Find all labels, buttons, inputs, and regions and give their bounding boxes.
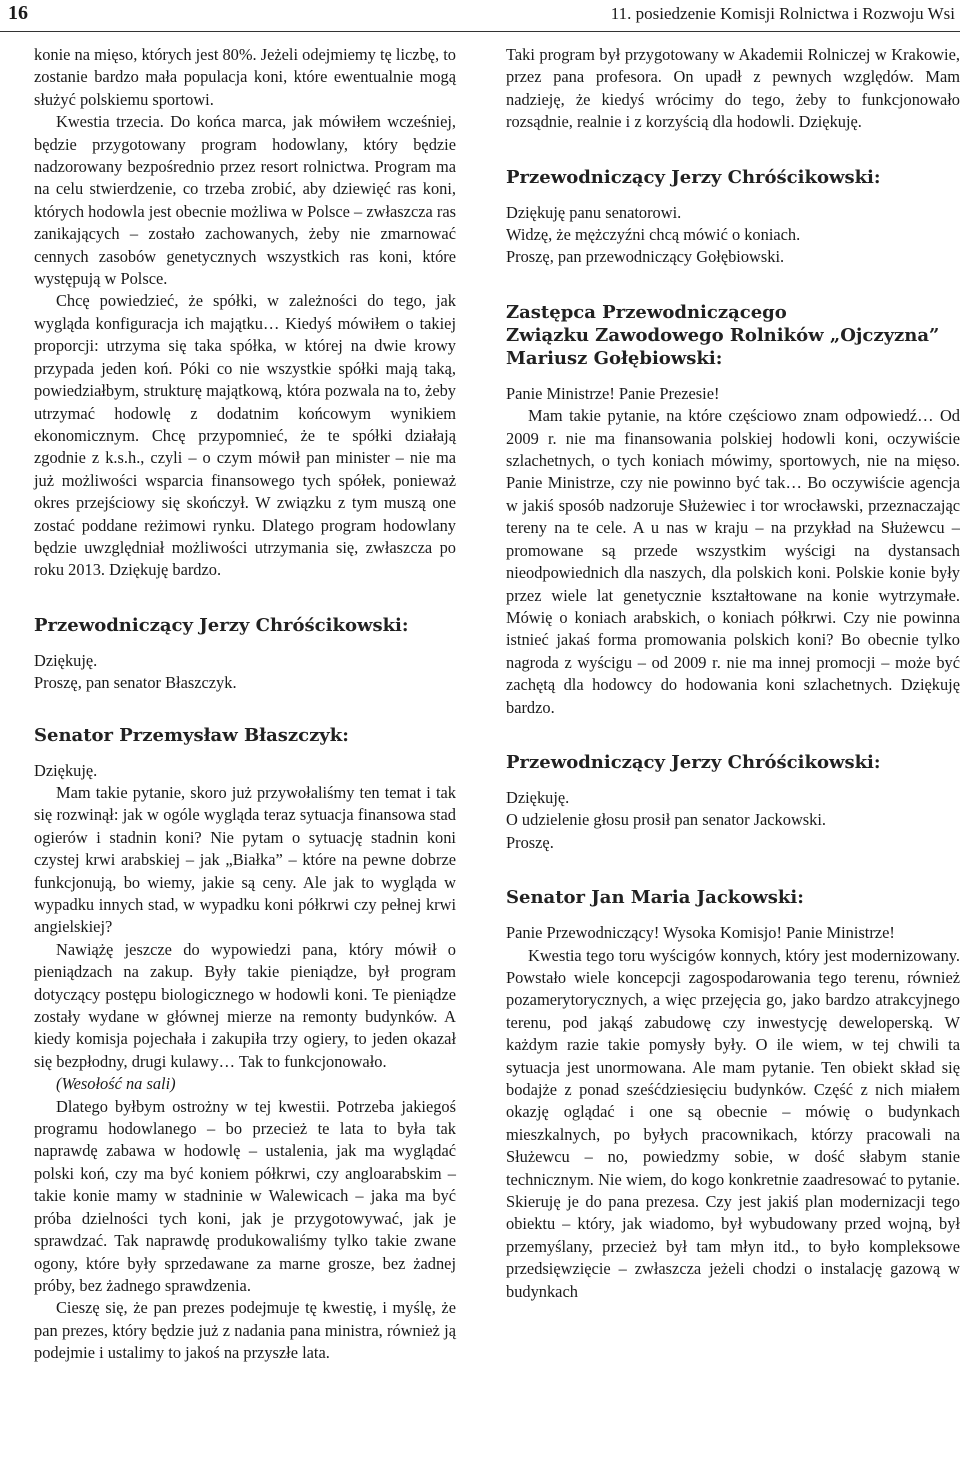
paragraph: Widzę, że mężczyźni chcą mówić o koniach. xyxy=(506,225,801,245)
paragraph: Dziękuję. xyxy=(34,760,98,780)
paragraph: Nawiążę jeszcze do wypowiedzi pana, który mówił o pieniądzach na zakup. Były takie pieniądze, był program dotyczący postępu biologicznego w hodowli koni. Te pieniądze zostały wydane w głównej mierze na remonty budynków. A kiedy komisja pojechała i zakupiła trzy ogiery, to jeden okazał się bezpłodny, drugi kulawy… Tak to funkcjonowało. xyxy=(34,939,456,1071)
paragraph: Kwestia trzecia. Do końca marca, jak mówiłem wcześniej, będzie przygotowany program hodowlany, który będzie nadzorowany bezpośrednio przez resort rolnictwa. Program ma na celu stwierdzenie, co trzeba zrobić, aby dziewięć ras koni, których hodowla jest obecnie możliwa w Polsce – zwłaszcza ras zanikających – zostało zachowanych, żeby nie zmarnować cennych zasobów genetycznych wszystkich ras koni, które występują w Polsce. xyxy=(34,112,456,289)
paragraph: Chcę powiedzieć, że spółki, w zależności do tego, jak wygląda konfiguracja ich majątku… Kiedyś mówiłem o takiej proporcji: utrzyma się taka spółka, w której na dwie krowy przypada jeden koń. Póki co nie wszystkie spółki mają taką, powiedziałbym, strukturę majątkową, która pozwala na to, żeby utrzymać hodowlę z dodatnim końcowym wynikiem ekonomicznym. Chcę przypomnieć, że te spółki działają zgodnie z k.s.h., czyli – o czym mówił pan minister – nie ma już możliwości wsparcia finansowego tych spółek, ponieważ okres przejściowy się skończył. W związku z tym muszą one zostać poddane reżimowi rynku. Dlatego program hodowlany będzie uwzględniał możliwości utrzymania się, zwłaszcza po roku 2013. Dziękuję bardzo. xyxy=(34,291,456,580)
paragraph: Panie Przewodniczący! Wysoka Komisjo! Panie Ministrze! xyxy=(506,923,895,943)
speaker-heading xyxy=(506,301,960,370)
speaker-heading-line: Mariusz Gołębiowski: xyxy=(506,347,723,369)
left-column xyxy=(34,44,456,1365)
speaker-heading-line: Zastępca Przewodniczącego xyxy=(506,301,787,323)
paragraph: Proszę, pan senator Błaszczyk. xyxy=(34,673,237,693)
speaker-heading: Przewodniczący Jerzy Chróścikowski: xyxy=(34,614,409,636)
paragraph: Proszę, pan przewodniczący Gołębiowski. xyxy=(506,247,785,267)
page-number: 16 xyxy=(8,2,28,24)
paragraph: Kwestia tego toru wyścigów konnych, który jest modernizowany. Powstało wiele koncepcji zagospodarowania tego terenu, również pozamerytorycznych, a więc przejęcia go, jako bardzo atrakcyjnego terenu, pod jakąś zabudowę czy inwestycję deweloperską. W każdym razie takie pomysły były. O ile wiem, w tej chwili ta sytuacja jest unormowana. Ale mam pytanie. Ten obiekt skład się bodajże z ponad sześćdziesięciu budynków. Część z nich miałem okazję oglądać i one są obecnie – mówię o budynkach mieszkalnych, po byłych pracownikach, którzy pracowali na Służewcu – no, powiedzmy sobie, w dość słabym stanie technicznym. Nie wiem, do kogo konkretnie zaadresować to pytanie. Skieruję je do pana prezesa. Czy jest jakiś plan modernizacji tego obiektu – który, jak wiadomo, był wybudowany przed wojną, był przemyślany, przecież był tam młyn itd., to było kompleksowe przedsięwzięcie – zwłaszcza jeżeli chodzi o instalację gazową w budynkach xyxy=(506,945,960,1301)
speaker-heading: Senator Przemysław Błaszczyk: xyxy=(34,724,349,746)
speaker-heading: Przewodniczący Jerzy Chróścikowski: xyxy=(506,166,881,188)
paragraph: Cieszę się, że pan prezes podejmuje tę kwestię, i myślę, że pan prezes, który będzie już z nadania pana ministra, również ją podejmie i ustalimy to jakoś na przyszłe lata. xyxy=(34,1298,456,1363)
paragraph: Dziękuję. xyxy=(506,787,570,807)
page-header xyxy=(0,0,960,32)
right-column xyxy=(506,44,960,1303)
running-title: 11. posiedzenie Komisji Rolnictwa i Rozwoju Wsi xyxy=(610,4,955,23)
speaker-heading: Przewodniczący Jerzy Chróścikowski: xyxy=(506,751,881,773)
paragraph: Proszę. xyxy=(506,832,554,852)
paragraph: Dlatego byłbym ostrożny w tej kwestii. Potrzeba jakiegoś programu hodowlanego – bo przecież te lata to była tak naprawdę zabawa w hodowlę – ustalenia, jak ma wyglądać polski koń, czy ma być koniem półkrwi, czy angloarabskim – takie konie mamy w stadninie w Walewicach – jaka ma być próba dzielności tych koni, jak je przygotowywać, jak je sprawdzać. Tak naprawdę produkowaliśmy tylko takie zwane ogony, które były sprzedawane za marne grosze, bez żadnej próby, bez żadnego sprawdzenia. xyxy=(34,1096,456,1295)
paragraph: Mam takie pytanie, na które częściowo znam odpowiedź… Od 2009 r. nie ma finansowania polskiej hodowli koni, oczywiście szlachetnych, o tych koniach mówimy, sportowych, nie na mięso. Panie Ministrze, czy nie powinno być tak… Bo oczywiście agencja w jakiś sposób nadzoruje Służewiec i tor wrocławski, przeznaczając tereny na te cele. A u nas w kraju – na przykład na Służewcu – promowane są przede wszystkim wyścigi na dystansach nieodpowiednich dla naszych, dla polskich koni. Polskie konie były przez wiele lat genetycznie kształtowane na konie wytrzymałe. Mówię o koniach arabskich, o koniach półkrwi. Czy nie powinna istnieć jakaś forma promowania polskich koni? Bo obecnie tylko nagroda z wyścigu – od 2009 r. nie ma innej promocji – może być zachętą dla hodowcy do hodowania koni szlachetnych. Dziękuję bardzo. xyxy=(506,406,960,717)
speaker-heading-line: Związku Zawodowego Rolników „Ojczyzna” xyxy=(506,324,940,346)
paragraph: Taki program był przygotowany w Akademii Rolniczej w Krakowie, przez pana profesora. On upadł z pewnych względów. Mam nadzieję, że kiedyś wrócimy do tego, żeby to funkcjonowało rozsądnie, realnie i z korzyścią dla hodowli. Dziękuję. xyxy=(506,45,960,132)
paragraph: Dziękuję panu senatorowi. xyxy=(506,202,682,222)
paragraph: Dziękuję. xyxy=(34,650,98,670)
paragraph: konie na mięso, których jest 80%. Jeżeli odejmiemy tę liczbę, to zostanie bardzo mała populacja koni, które ewentualnie mogą służyć polskiemu sportowi. xyxy=(34,45,456,109)
stage-direction: (Wesołość na sali) xyxy=(56,1074,176,1094)
speaker-heading: Senator Jan Maria Jackowski: xyxy=(506,887,804,909)
paragraph: Panie Ministrze! Panie Prezesie! xyxy=(506,383,720,403)
paragraph: O udzielenie głosu prosił pan senator Jackowski. xyxy=(506,810,827,830)
header-rule xyxy=(0,31,960,32)
paragraph: Mam takie pytanie, skoro już przywołaliśmy ten temat i tak się rozwinął: jak w ogóle wygląda teraz sytuacja finansowa stad ogierów i stadnin koni? Nie pytam o sytuację stadnin koni czystej krwi arabskiej – jak „Białka” – które na pewne dobrze funkcjonują, bo wiemy, jakie są ceny. Ale jak to wygląda w wypadku innych stad, w wypadku koni półkrwi czy pełnej krwi angielskiej? xyxy=(34,782,456,937)
